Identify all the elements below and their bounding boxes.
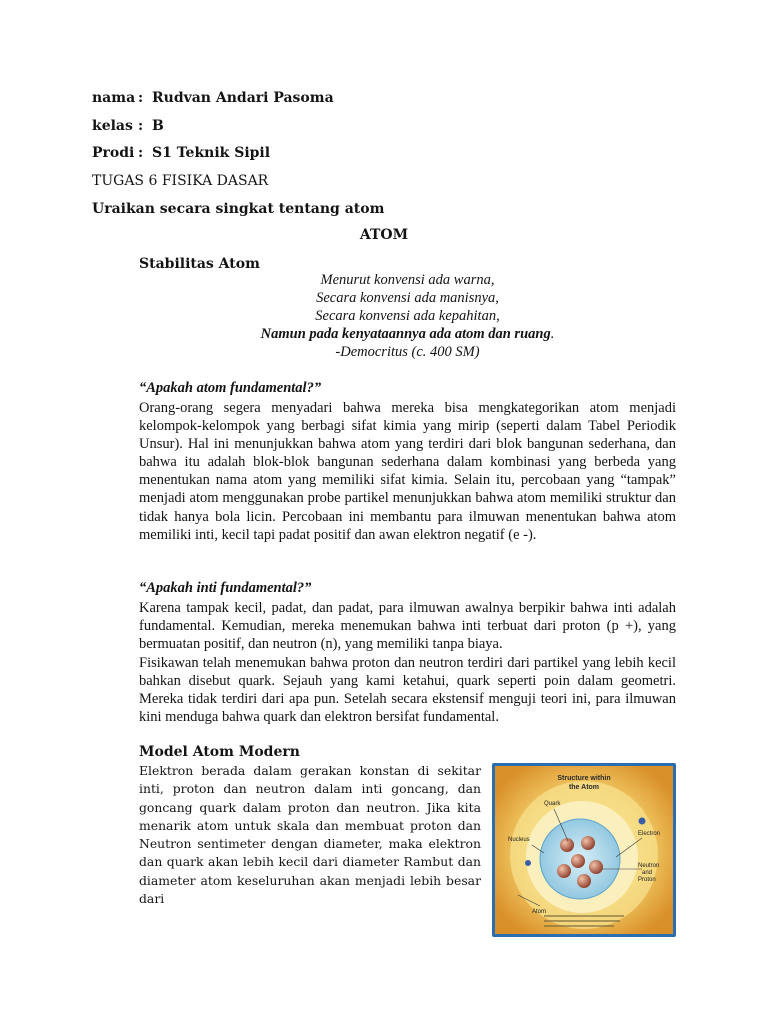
quote-attribution: -Democritus (c. 400 SM)	[335, 344, 480, 360]
nama-row	[92, 89, 334, 107]
kelas-value: B	[152, 118, 164, 134]
paragraph-atom-fundamental: Orang-orang segera menyadari bahwa mereka bisa mengkategorikan atom menjadi kelompok-kelompok yang berbagi sifat kimia yang mirip (seperti dalam Tabel Periodik Unsur). Hal ini menunjukkan bahwa atom yang terdiri dari blok bangunan sederhana, dan bahwa itu adalah blok-blok bangunan sederhana dalam kombinasi yang berbeda yang menentukan nama atom yang memiliki sifat kimia. Selain itu, percobaan yang “tampak” menjadi atom menggunakan probe partikel menunjukkan bahwa atom memiliki struktur dan tidak hanya bola licin. Percobaan ini membantu para ilmuwan menentukan bahwa atom memiliki inti, kecil tapi padat positif dan awan elektron negatif (e -).	[139, 400, 676, 543]
quote-line-1: Menurut konvensi ada warna,	[320, 272, 495, 288]
particle-shape	[589, 860, 603, 874]
nama-colon: :	[138, 90, 144, 106]
quote-line-3: Secara konvensi ada kepahitan,	[315, 308, 500, 324]
quote-line-2: Secara konvensi ada manisnya,	[316, 290, 499, 306]
figure-title-line2: the Atom	[568, 784, 600, 791]
assignment-title: TUGAS 6 FISIKA DASAR	[92, 173, 269, 189]
kelas-label: kelas	[92, 118, 133, 134]
electron-dot	[639, 818, 646, 825]
question-atom-fundamental: “Apakah atom fundamental?”	[139, 380, 322, 396]
electron-dot	[525, 860, 531, 866]
page-title: ATOM	[359, 227, 409, 243]
particle-shape	[571, 854, 585, 868]
kelas-row	[92, 117, 164, 135]
label-neutron: Neutron	[638, 863, 660, 869]
quote-bold-text: Namun pada kenyataannya ada atom dan ruang	[260, 326, 551, 342]
figure-title-line1: Structure within	[557, 775, 611, 782]
quote-line-4	[139, 325, 676, 343]
particle-shape	[581, 836, 595, 850]
quote-period: .	[550, 326, 555, 342]
label-quark: Quark	[544, 801, 561, 807]
nama-value: Rudvan Andari Pasoma	[152, 90, 334, 106]
nama-label: nama	[92, 90, 136, 106]
prodi-row	[92, 144, 270, 162]
particle-shape	[557, 864, 571, 878]
question-inti-fundamental: “Apakah inti fundamental?”	[139, 580, 312, 596]
particle-shape	[577, 874, 591, 888]
label-atom: Atom	[532, 909, 547, 915]
label-electron: Electron	[638, 831, 661, 837]
label-proton: Proton	[638, 877, 656, 883]
kelas-colon: :	[138, 118, 144, 134]
section-heading-model-modern: Model Atom Modern	[139, 744, 300, 760]
prodi-value: S1 Teknik Sipil	[152, 145, 271, 161]
democritus-quote	[139, 271, 676, 361]
label-nucleus: Nucleus	[508, 837, 530, 843]
particle-shape	[560, 838, 574, 852]
assignment-prompt: Uraikan secara singkat tentang atom	[92, 201, 385, 217]
atom-structure-figure	[492, 763, 676, 937]
section-heading-stabilitas: Stabilitas Atom	[139, 256, 260, 272]
atom-structure-diagram	[492, 763, 676, 937]
paragraph-inti-2: Fisikawan telah menemukan bahwa proton dan neutron terdiri dari partikel yang lebih kecil bahkan disebut quark. Sejauh yang kami ketahui, quark seperti poin dalam geometri. Mereka tidak terdiri dari apa pun. Setelah secara ekstensif menguji teori ini, para ilmuwan kini menduga bahwa quark dan elektron bersifat fundamental.	[139, 655, 676, 726]
paragraph-model-modern: Elektron berada dalam gerakan konstan di sekitar inti, proton dan neutron dalam inti goncang, dan goncang quark dalam proton dan neutron. Jika kita menarik atom untuk skala dan membuat proton dan Neutron sentimeter dengan diameter, maka elektron dan quark akan lebih kecil dari diameter Rambut dan diameter atom keseluruhan akan menjadi lebih besar dari	[139, 763, 481, 907]
prodi-label: Prodi	[92, 145, 135, 161]
paragraph-inti-1: Karena tampak kecil, padat, dan padat, para ilmuwan awalnya berpikir bahwa inti adalah fundamental. Kemudian, mereka menemukan bahwa inti terbuat dari proton (p +), yang bermuatan positif, dan neutron (n), yang memiliki tanpa biaya.	[139, 600, 676, 653]
label-and: and	[642, 870, 653, 876]
prodi-colon: :	[138, 145, 144, 161]
